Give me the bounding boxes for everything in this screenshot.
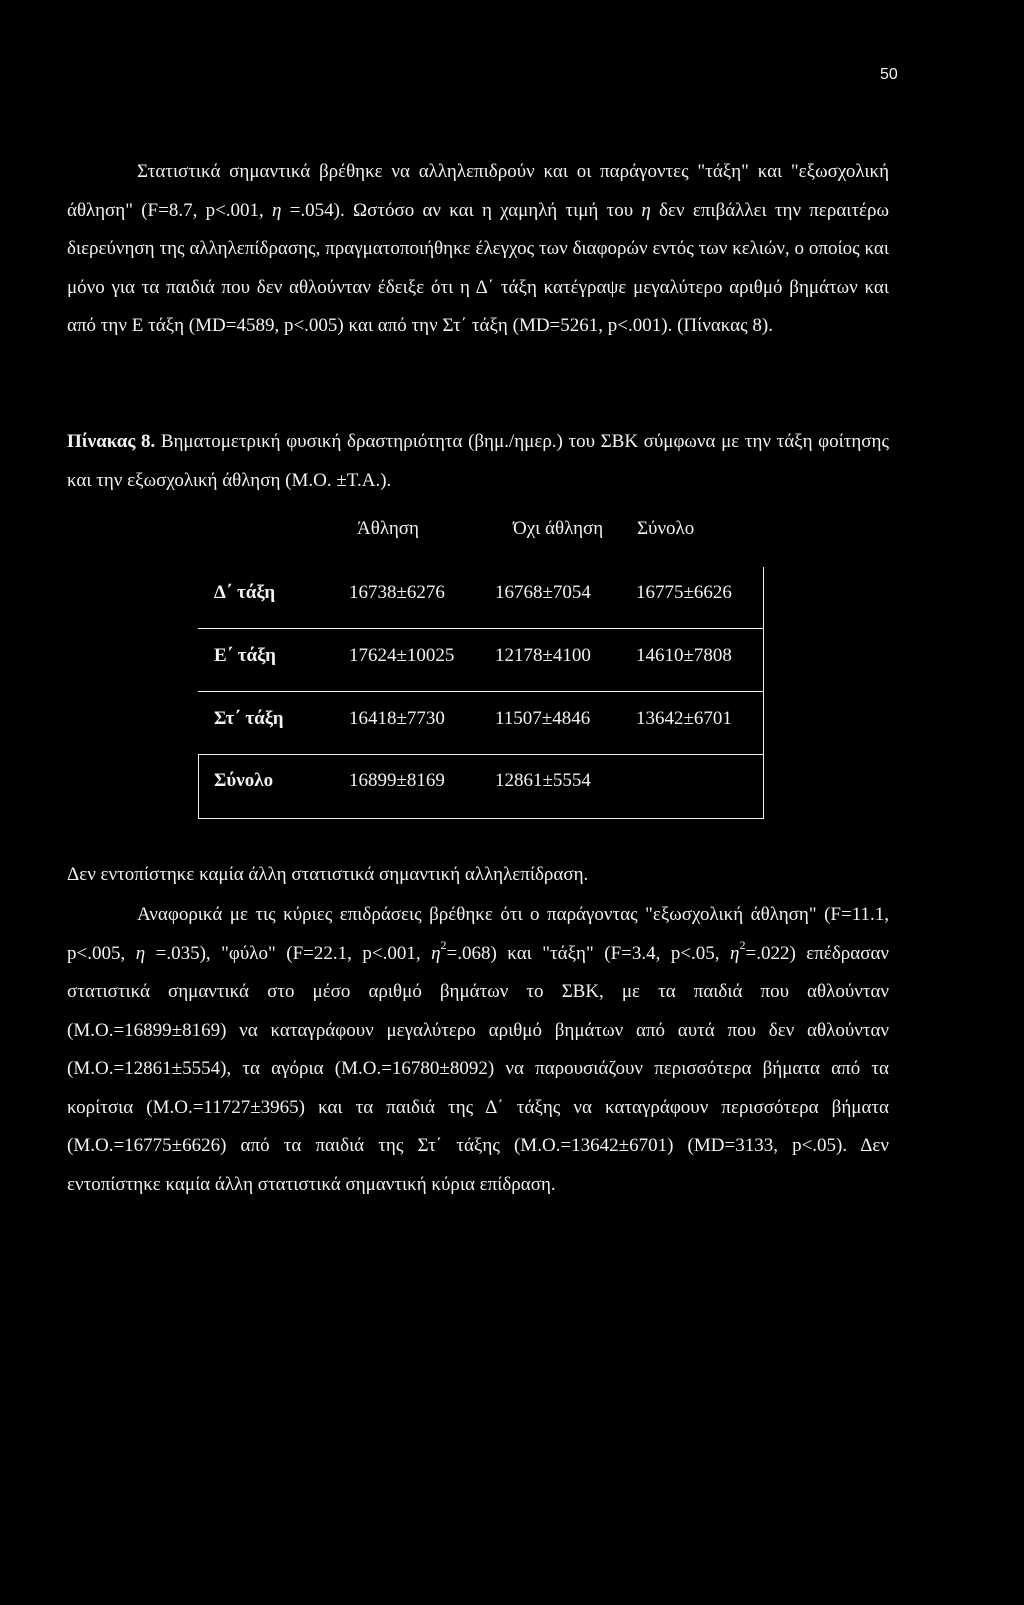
table-cell: 16899±8169 — [349, 770, 445, 791]
table-rule — [198, 818, 764, 819]
eta-symbol: η — [272, 199, 282, 221]
paragraph-text-c: =.068) και "τάξη" (F=3.4, p<.05, — [446, 942, 731, 964]
superscript: 2 — [440, 938, 447, 953]
eta-symbol: η — [431, 942, 441, 964]
table-row — [198, 770, 764, 810]
table-cell: 12178±4100 — [495, 645, 591, 666]
row-label: Στ΄ τάξη — [214, 708, 284, 729]
table-row — [198, 582, 764, 622]
table-cell: 17624±10025 — [349, 645, 455, 666]
eta-symbol: η — [730, 942, 740, 964]
paragraph-text-b: =.054). Ωστόσο αν και η χαμηλή τιμή του — [281, 199, 642, 221]
paragraph-text-b: =.035), "φύλο" (F=22.1, p<.001, — [145, 942, 432, 964]
paragraph-text: Δεν εντοπίστηκε καμία άλλη στατιστικά σημαντική αλληλεπίδραση. — [67, 864, 589, 885]
table-rule — [198, 628, 764, 629]
paragraph-interaction — [67, 153, 889, 346]
row-label: Σύνολο — [214, 770, 274, 791]
results-table — [198, 567, 764, 819]
column-header: Σύνολο — [637, 518, 695, 539]
paragraph-no-interaction — [67, 856, 889, 895]
table-cell: 16418±7730 — [349, 708, 445, 729]
paragraph-text-a: Στατιστικά σημαντικά βρέθηκε να αλληλεπιδρούν και οι παράγοντες "τάξη" και "εξωσχολική άθληση" (F=8.7, p<.001, — [67, 161, 889, 221]
table-cell: 14610±7808 — [636, 645, 732, 666]
table-rule — [198, 754, 764, 755]
table-rule — [198, 691, 764, 692]
column-header: Όχι άθληση — [513, 518, 604, 539]
paragraph-text-c: δεν επιβάλλει την περαιτέρω διερεύνηση της αλληλεπίδρασης, πραγματοποιήθηκε έλεγχος των διαφορών εντός των κελιών, ο οποίος και μόνο για τα παιδιά που δεν αθλούνταν έδειξε ότι η Δ΄ τάξη κατέγραψε μεγαλύτερο αριθμό βημάτων και από την Ε τάξη (MD=4589, p<.005) και από την Στ΄ τάξη (MD=5261, p<.001). (Πίνακας 8). — [67, 199, 890, 336]
row-label: Δ΄ τάξη — [214, 582, 276, 603]
table-cell: 12861±5554 — [495, 770, 591, 791]
table-cell: 16738±6276 — [349, 582, 445, 603]
table-cell: 16775±6626 — [636, 582, 732, 603]
superscript: 2 — [739, 938, 746, 953]
table-row — [198, 708, 764, 748]
table-cell: 11507±4846 — [495, 708, 591, 729]
table-cell: 16768±7054 — [495, 582, 591, 603]
eta-symbol: η — [641, 199, 651, 221]
table-cell: 13642±6701 — [636, 708, 732, 729]
table-row — [198, 645, 764, 685]
eta-symbol: η — [135, 942, 146, 964]
column-header: Άθληση — [357, 518, 419, 539]
page-number: 50 — [880, 66, 898, 83]
table-caption-label: Πίνακας 8. — [67, 431, 156, 452]
paragraph-text-a: Αναφορικά με τις κύριες επιδράσεις βρέθηκε ότι ο παράγοντας "εξωσχολική άθληση" (F=11.1, p<.005, — [67, 904, 889, 964]
paragraph-main-effects — [67, 896, 889, 1204]
table-caption-text: Βηματομετρική φυσική δραστηριότητα (βημ./ημερ.) του ΣΒΚ σύμφωνα με την τάξη φοίτησης και την εξωσχολική άθληση (Μ.Ο. ±Τ.Α.). — [67, 431, 890, 491]
table-caption — [67, 423, 889, 500]
row-label: Ε΄ τάξη — [214, 645, 276, 666]
paragraph-text-d: =.022) επέδρασαν στατιστικά σημαντικά στο μέσο αριθμό βημάτων το ΣΒΚ, με τα παιδιά που αθλούνταν (Μ.Ο.=16899±8169) να καταγράφουν μεγαλύτερο αριθμό βημάτων από αυτά που δεν αθλούνταν (Μ.Ο.=12861±5554), τα αγόρια (Μ.Ο.=16780±8092) να παρουσιάζουν περισσότερα βήματα από τα κορίτσια (Μ.Ο.=11727±3965) και τα παιδιά της Δ΄ τάξης να καταγράφουν περισσότερα βήματα (Μ.Ο.=16775±6626) από τα παιδιά της Στ΄ τάξης (Μ.Ο.=13642±6701) (MD=3133, p<.05). Δεν εντοπίστηκε καμία άλλη στατιστικά σημαντική κύρια επίδραση. — [67, 942, 889, 1195]
